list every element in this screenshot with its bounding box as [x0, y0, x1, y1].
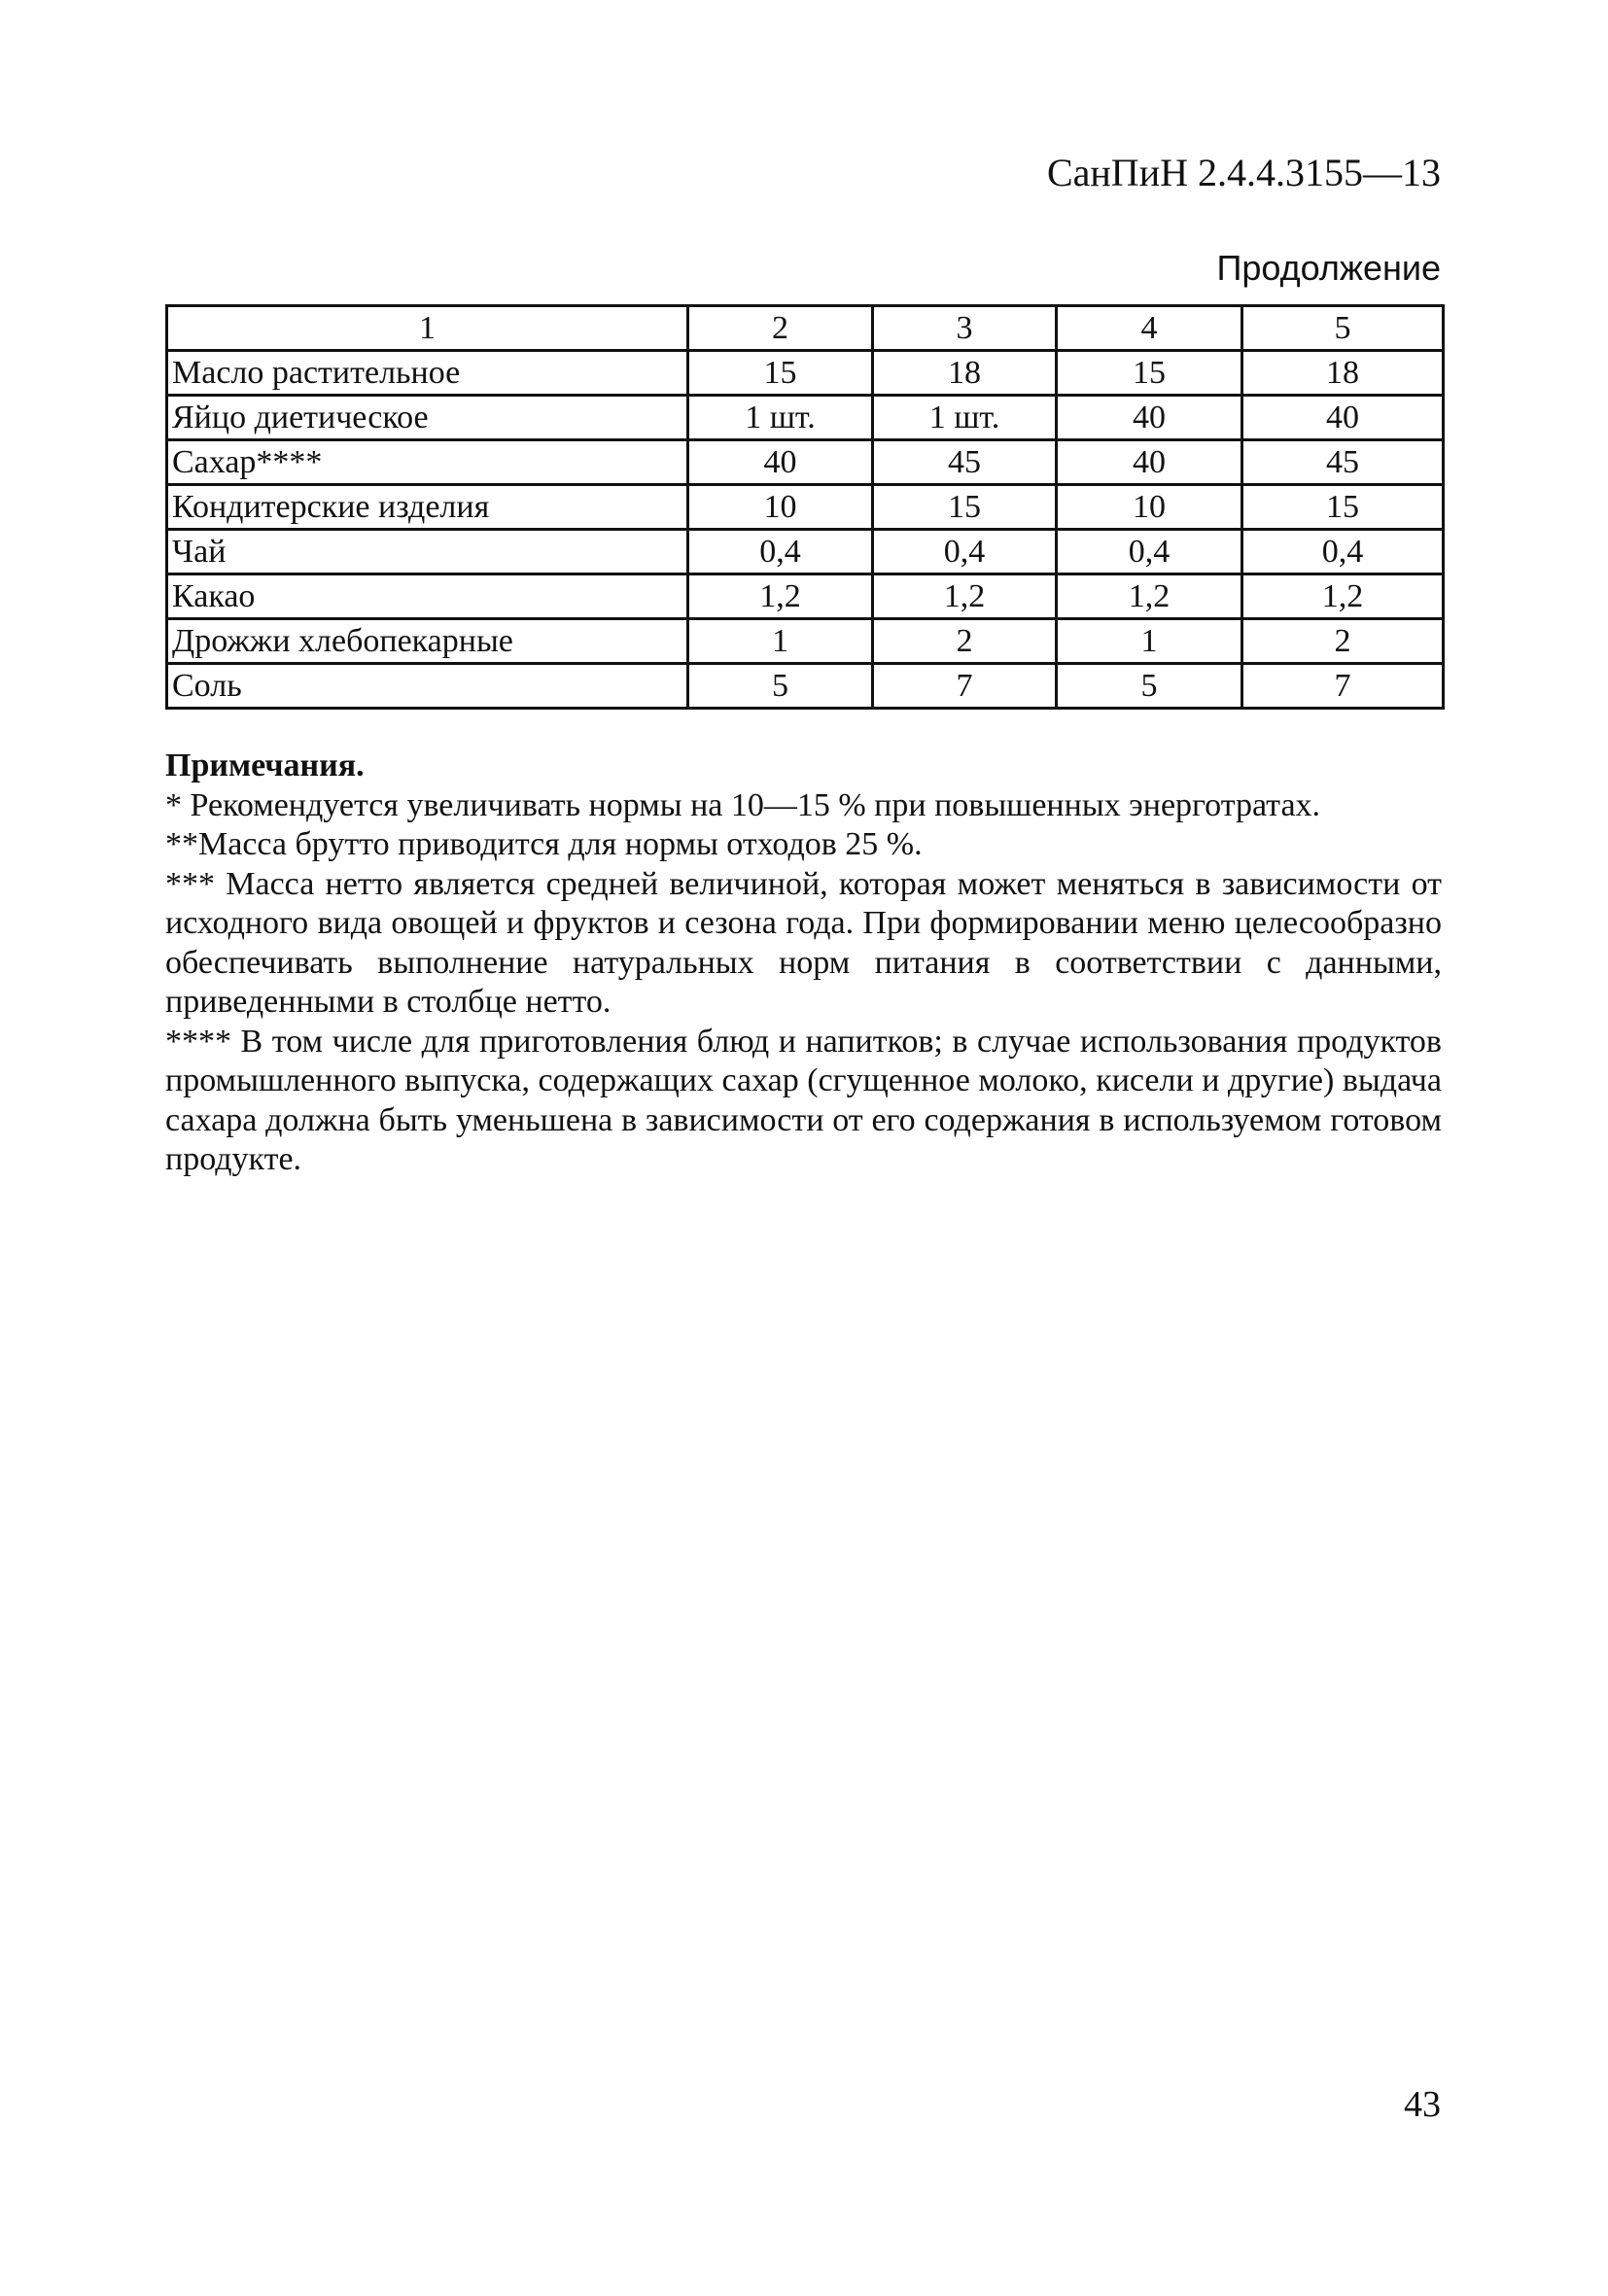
continuation-label: Продолжение	[1216, 248, 1441, 288]
table-cell: 15	[873, 485, 1057, 530]
table-cell: 40	[1242, 396, 1444, 440]
note-item: **** В том числе для приготовления блюд и напитков; в случае использования продуктов промышленного выпуска, содержащих сахар (сгущенное молоко, кисели и другие) выдача сахара должна быть уменьшена в зависимости от его содержания в используемом готовом продукте.	[165, 1023, 1442, 1177]
notes-title: Примечания.	[165, 748, 365, 783]
table-cell: 5	[1057, 664, 1242, 709]
table-cell: 0,4	[1242, 530, 1444, 574]
document-code: СанПиН 2.4.4.3155—13	[1046, 151, 1441, 194]
table-cell: 1,2	[1057, 574, 1242, 619]
product-name: Яйцо диетическое	[167, 396, 688, 440]
product-name: Сахар****	[167, 440, 688, 485]
column-header: 1	[167, 306, 688, 351]
note-item: **Масса брутто приводится для нормы отходов 25 %.	[165, 826, 923, 862]
table-cell: 1	[688, 619, 873, 664]
table-cell: 1	[1057, 619, 1242, 664]
table-row	[167, 530, 1444, 574]
table-cell: 7	[1242, 664, 1444, 709]
note-item: * Рекомендуется увеличивать нормы на 10—15 % при повышенных энерготратах.	[165, 786, 1321, 823]
table-cell: 1,2	[688, 574, 873, 619]
food-norms-table	[165, 304, 1445, 710]
table-cell: 0,4	[873, 530, 1057, 574]
table-row	[167, 440, 1444, 485]
note-item: *** Масса нетто является средней величиной, которая может меняться в зависимости от исходного вида овощей и фруктов и сезона года. При формировании меню целесообразно обеспечивать выполнение натуральных норм питания в соответствии с данными, приведенными в столбце нетто.	[165, 865, 1442, 1020]
table-row	[167, 619, 1444, 664]
product-name: Чай	[167, 530, 688, 574]
table-row	[167, 351, 1444, 396]
column-header: 2	[688, 306, 873, 351]
table-cell: 45	[1242, 440, 1444, 485]
table-row	[167, 574, 1444, 619]
table-cell: 40	[1057, 440, 1242, 485]
table-cell: 2	[1242, 619, 1444, 664]
table-cell: 5	[688, 664, 873, 709]
product-name: Какао	[167, 574, 688, 619]
table-cell: 7	[873, 664, 1057, 709]
table-cell: 10	[688, 485, 873, 530]
table-cell: 1 шт.	[688, 396, 873, 440]
table-header-row	[167, 306, 1444, 351]
table-cell: 45	[873, 440, 1057, 485]
table-row	[167, 485, 1444, 530]
page-number: 43	[1404, 2084, 1441, 2125]
table-row	[167, 664, 1444, 709]
table-cell: 18	[873, 351, 1057, 396]
table-cell: 1,2	[873, 574, 1057, 619]
table-cell: 10	[1057, 485, 1242, 530]
table-cell: 1 шт.	[873, 396, 1057, 440]
table-row	[167, 396, 1444, 440]
table-cell: 15	[688, 351, 873, 396]
product-name: Масло растительное	[167, 351, 688, 396]
column-header: 4	[1057, 306, 1242, 351]
product-name: Дрожжи хлебопекарные	[167, 619, 688, 664]
table-cell: 0,4	[1057, 530, 1242, 574]
table-cell: 40	[688, 440, 873, 485]
table-cell: 40	[1057, 396, 1242, 440]
table-cell: 15	[1242, 485, 1444, 530]
table-cell: 0,4	[688, 530, 873, 574]
table-cell: 1,2	[1242, 574, 1444, 619]
table-cell: 2	[873, 619, 1057, 664]
column-header: 3	[873, 306, 1057, 351]
table-cell: 15	[1057, 351, 1242, 396]
product-name: Кондитерские изделия	[167, 485, 688, 530]
product-name: Соль	[167, 664, 688, 709]
table-cell: 18	[1242, 351, 1444, 396]
notes-section	[165, 747, 1442, 1180]
column-header: 5	[1242, 306, 1444, 351]
